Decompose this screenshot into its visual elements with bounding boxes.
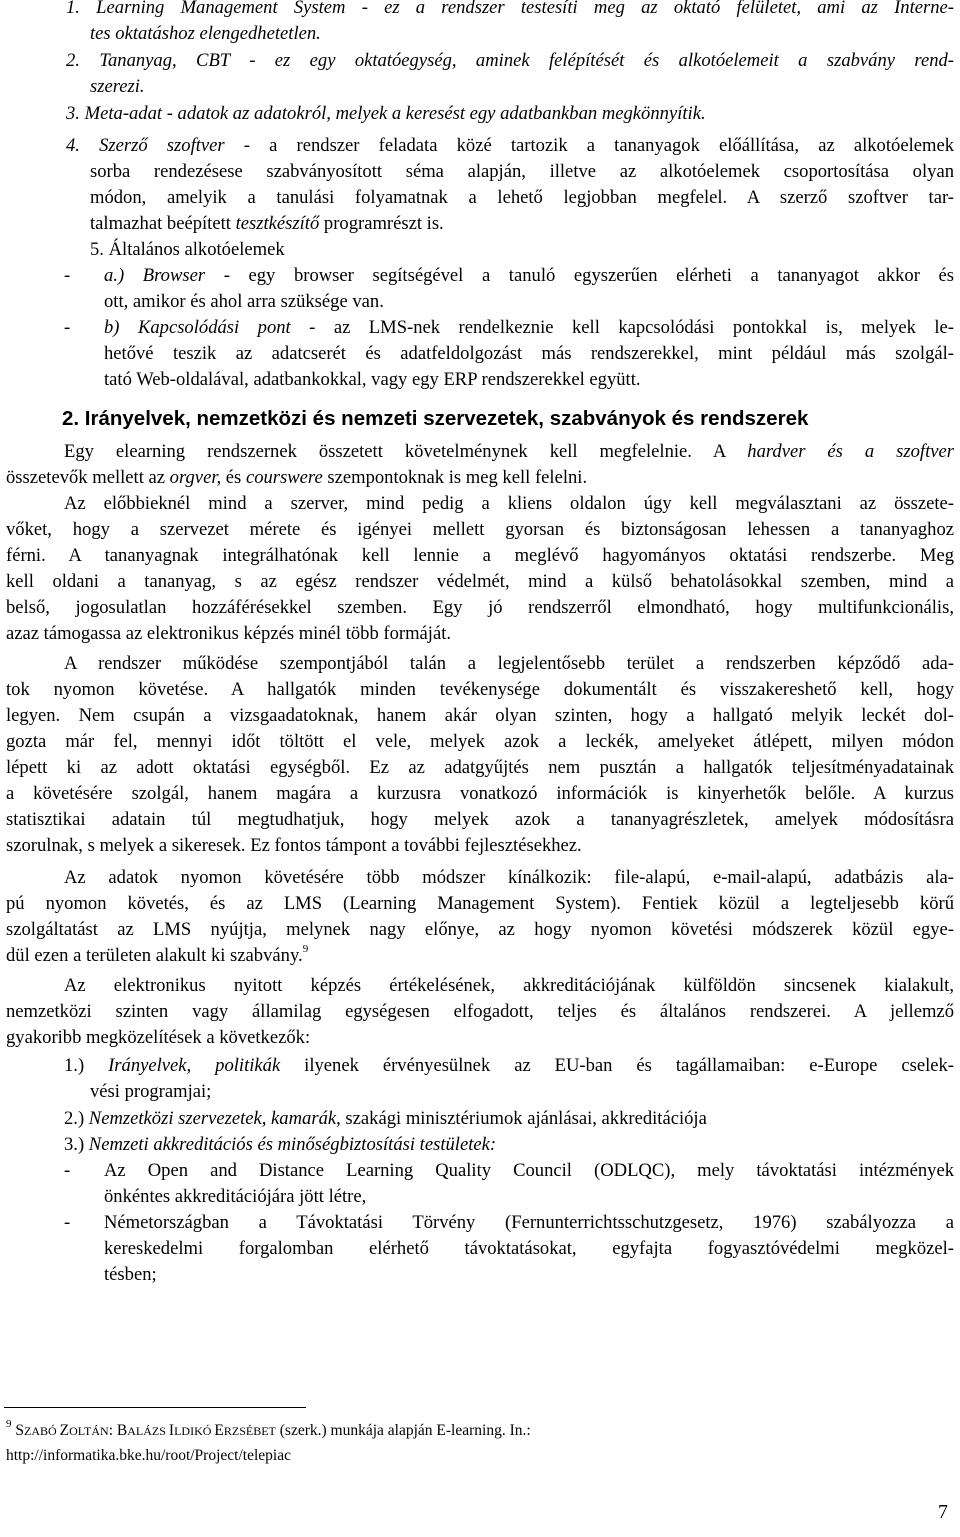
paragraph-5-line-1: Az elektronikus nyitott képzés értékelésének, akkreditációjának külföldön sincsenek kialakult, <box>64 975 954 996</box>
paragraph-2-line-6: azaz támogassa az elektronikus képzés minél több formáját. <box>6 623 452 644</box>
paragraph-2-line-3: férni. A tananyagnak integrálhatónak kell lennie a meglévő hagyományos oktatási rendszerbe. Meg <box>6 545 954 566</box>
paragraph-3-line-8: szorulnak, s melyek a sikeresek. Ez fontos támpont a további fejlesztésekhez. <box>6 835 582 856</box>
list-item-4-cont-3: talmazhat beépített tesztkészítő programrészt is. <box>90 213 444 234</box>
paragraph-3-line-2: tok nyomon követése. A hallgatók minden tevékenysége dokumentált és visszakereshető kell, hogy <box>6 679 954 700</box>
footnote-reference: 9 <box>302 942 309 955</box>
footnote-url[interactable]: http://informatika.bke.hu/root/Project/telepiac <box>6 1447 291 1464</box>
paragraph-5-line-2: nemzetközi szinten vagy államilag egységesen elfogadott, teljes és általános rendszerei. A jellemző <box>6 1001 954 1022</box>
paragraph-4-line-1: Az adatok nyomon követésére több módszer kínálkozik: file-alapú, e-mail-alapú, adatbázis ala- <box>64 867 954 888</box>
list-item-4: 4. Szerző szoftver - a rendszer feladata közé tartozik a tananyagok előállítása, az alkotóelemek <box>66 135 955 156</box>
paragraph-1-line-1: Egy elearning rendszernek összetett követelménynek kell megfelelnie. A hardver és a szoftver <box>64 441 954 462</box>
list-item-3: 3. Meta-adat - adatok az adatokról, melyek a keresést egy adatbankban megkönnyítik. <box>66 103 706 124</box>
sub-item-b-cont-2: tató Web-oldalával, adatbankokkal, vagy egy ERP rendszerekkel együtt. <box>104 369 641 390</box>
footnote-text: $^9$ SZABÓ ZOLTÁN: BALÁZS ILDIKÓ ERZSÉBET (szerk.) munkája alapján E-learning. In.: <box>6 1417 531 1439</box>
paragraph-4-line-2: pú nyomon követés, és az LMS (Learning Management System). Fentiek közül a legteljesebb körű <box>6 893 954 914</box>
paragraph-2-line-1: Az előbbieknél mind a szerver, mind pedig a kliens oldalon úgy kell megválasztani az összete- <box>64 493 954 514</box>
sub-item-a-cont: ott, amikor és ahol arra szüksége van. <box>104 291 384 312</box>
paragraph-4-line-3: szolgáltatást az LMS nyújtja, melynek nagy előnye, az hogy nyomon követési módszerek közül egye- <box>6 919 954 940</box>
paragraph-5-line-3: gyakoribb megközelítések a következők: <box>6 1027 311 1048</box>
page-number: 7 <box>938 1501 948 1523</box>
paragraph-2-line-5: belső, jogosulatlan hozzáférésekkel szemben. Egy jó rendszerről elmondható, hogy multifunkcionális, <box>6 597 954 618</box>
list-item-1-cont: tes oktatáshoz elengedhetetlen. <box>90 23 321 44</box>
footnote-separator <box>4 1407 306 1408</box>
paragraph-3-line-1: A rendszer működése szempontjából talán a legjelentősebb terület a rendszerben képződő ada- <box>64 653 954 674</box>
approach-dash-1-marker: - <box>64 1160 71 1181</box>
approach-dash-2-cont-1: kereskedelmi forgalomban elérhető távoktatásokat, egyfajta fogyasztóvédelmi megközel- <box>104 1238 954 1259</box>
paragraph-3-line-4: gozta már fel, mennyi időt töltött el vele, melyek azok a leckék, amelyeket átlépett, milyen módon <box>6 731 954 752</box>
paragraph-2-line-2: vőket, hogy a szervezet mérete és igényei mellett gyorsan és biztonságosan lehessen a tananyaghoz <box>6 519 954 540</box>
list-item-1: 1. Learning Management System - ez a rendszer testesíti meg az oktató felületet, ami az Interne- <box>66 0 954 18</box>
paragraph-1-line-2: összetevők mellett az orgver, és courswere szempontoknak is meg kell felelni. <box>6 467 588 488</box>
sub-item-b-dash: - <box>64 317 71 338</box>
approach-dash-1-cont: önkéntes akkreditációjára jött létre, <box>104 1186 367 1207</box>
sub-item-a-dash: - <box>64 265 71 286</box>
approach-dash-2: Németországban a Távoktatási Törvény (Fernunterrichtsschutzgesetz, 1976) szabályozza a <box>104 1212 954 1233</box>
paragraph-4-line-4: dül ezen a területen alakult ki szabvány.$^9$ <box>6 942 309 966</box>
section-heading: 2. Irányelvek, nemzetközi és nemzeti szervezetek, szabványok és rendszerek <box>62 407 809 430</box>
approach-dash-2-cont-2: tésben; <box>104 1264 157 1285</box>
sub-item-b-cont-1: hetővé teszik az adatcserét és adatfeldolgozást más rendszerekkel, mint például más szolgál- <box>104 343 954 364</box>
approach-dash-1: Az Open and Distance Learning Quality Council (ODLQC), mely távoktatási intézmények <box>104 1160 954 1181</box>
list-item-5: 5. Általános alkotóelemek <box>90 239 285 260</box>
list-item-2: 2. Tananyag, CBT - ez egy oktatóegység, aminek felépítését és alkotóelemeit a szabvány rend- <box>66 50 954 71</box>
approach-item-1: 1.) Irányelvek, politikák ilyenek érvényesülnek az EU-ban és tagállamaiban: e-Europe cselek- <box>64 1055 954 1076</box>
approach-item-1-cont: vési programjai; <box>90 1081 212 1102</box>
list-item-4-cont-1: sorba rendezésese szabványosított séma alapján, illetve az alkotóelemek csoportosítása olyan <box>90 161 954 182</box>
paragraph-3-line-7: statisztikai adatain túl megtudhatjuk, hogy melyek azok a tananyagrészletek, amelyek módosításra <box>6 809 954 830</box>
sub-item-b: b) Kapcsolódási pont - az LMS-nek rendelkeznie kell kapcsolódási pontokkal is, melyek le- <box>104 317 954 338</box>
sub-item-a: a.) Browser - egy browser segítségével a tanuló egyszerűen elérheti a tananyagot akkor és <box>104 265 954 286</box>
footnote-number: 9 <box>6 1417 12 1430</box>
approach-dash-2-marker: - <box>64 1212 71 1233</box>
paragraph-2-line-4: kell oldani a tananyag, s az egész rendszer védelmét, mind a külső behatolásokkal szemben, mind a <box>6 571 954 592</box>
approach-item-3: 3.) Nemzeti akkreditációs és minőségbiztosítási testületek: <box>64 1134 497 1155</box>
list-item-4-cont-2: módon, amelyik a tanulási folyamatnak a lehető legjobban megfelel. A szerző szoftver tar- <box>90 187 954 208</box>
paragraph-3-line-3: legyen. Nem csupán a vizsgaadatoknak, hanem akár olyan szinten, hogy a hallgató melyik leckét dol- <box>6 705 954 726</box>
list-item-2-cont: szerezi. <box>90 76 145 97</box>
approach-item-2: 2.) Nemzetközi szervezetek, kamarák, szakági minisztériumok ajánlásai, akkreditációja <box>64 1108 707 1129</box>
paragraph-3-line-5: lépett ki az adott oktatási egységből. Ez az adatgyűjtés nem pusztán a hallgatók teljesítményadatainak <box>6 757 954 778</box>
paragraph-3-line-6: a követésére szolgál, hanem magára a kurzusra vonatkozó információk is kinyerhetők belőle. A kurzus <box>6 783 954 804</box>
